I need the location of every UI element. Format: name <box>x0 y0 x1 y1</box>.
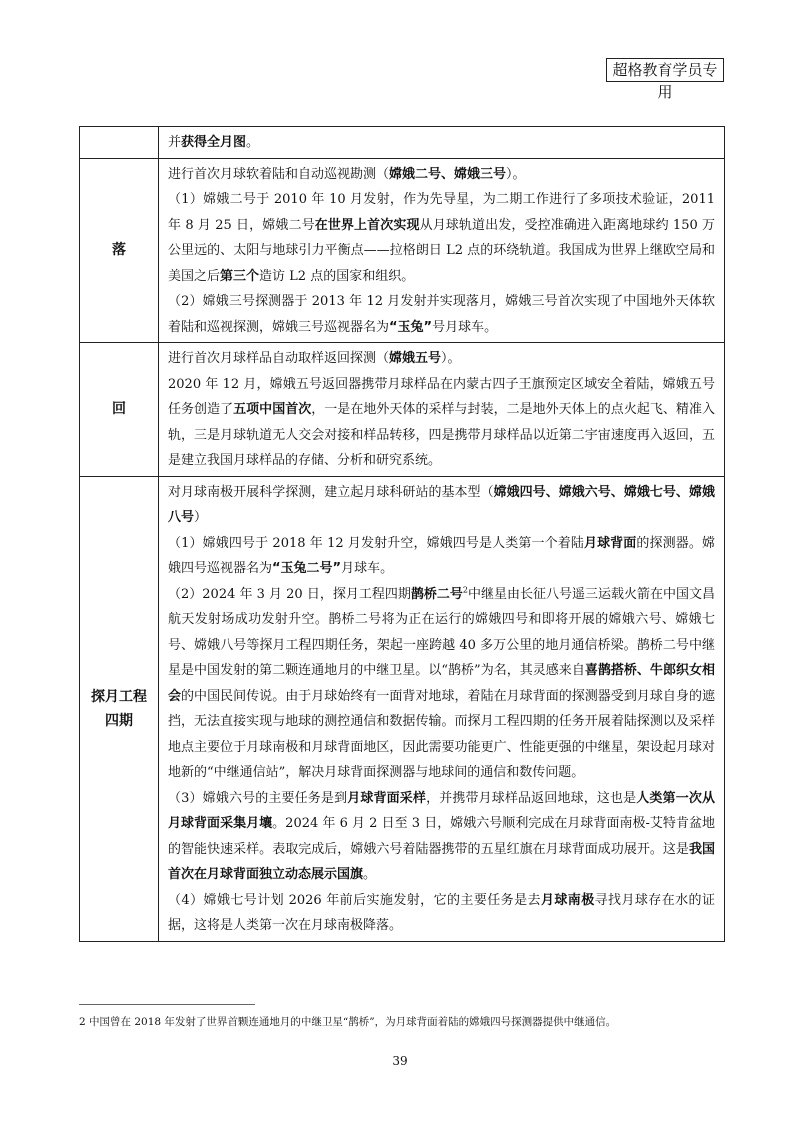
page-number: 39 <box>392 1054 408 1068</box>
body-text: 对月球南极开展科学探测，建立起月球科研站的基本型（ <box>168 484 494 500</box>
emphasis-text: 我国首次在月球背面独立动态展示国旗 <box>168 841 715 882</box>
footnote-marker: 2 <box>462 585 468 595</box>
paragraph <box>168 187 715 289</box>
paragraph <box>168 786 715 888</box>
emphasis-text: 获得全月图 <box>181 135 247 150</box>
body-text: ，一是在地外天体的采样与封装，二是地外天体上的点火起飞、精准入轨，三是月球轨道无人交会对接和样品转移，四是携带月球样品以近第二宇宙速度再入返回，五是建立我国月球样品的存储、分析和研究系统。 <box>168 402 715 468</box>
paragraph <box>168 480 715 531</box>
paragraph <box>168 888 715 939</box>
body-text: 的中国民间传说。由于月球始终有一面背对地球，着陆在月球背面的探测器受到月球自身的遮挡，无法直接实现与地球的测控通信和数据传输。而探月工程四期的任务开展着陆探测以及采样地点主要位于月球南极和月球背面地区，因此需要功能更广、性能更强的中继星，架设起月球对地新的“中继通信站”，解决月球背面探测器与地球间的通信和数传问题。 <box>168 688 715 780</box>
body-text: 。2024 年 6 月 2 日至 3 日，嫦娥六号顺利完成在月球背面南极-艾特肯盆地的智能快速采样。表取完成后，嫦娥六号着陆器携带的五星红旗在月球背面成功展开。这是 <box>168 816 715 857</box>
emphasis-text: 月球背面 <box>583 535 637 551</box>
paragraph <box>168 346 715 372</box>
paragraph <box>168 531 715 582</box>
body-text: ）。 <box>506 166 526 182</box>
body-text: （4）嫦娥七号计划 2026 年前后实施发射，它的主要任务是去 <box>168 892 541 908</box>
emphasis-text: 第三个 <box>220 268 260 284</box>
row-content <box>159 127 725 159</box>
body-text: （2）嫦娥三号探测器于 2013 年 12 月发射并实现落月，嫦娥三号首次实现了中国地外天体软着陆和巡视探测，嫦娥三号巡视器名为 <box>168 294 715 335</box>
emphasis-text: 月球南极 <box>540 892 595 908</box>
row-label: 探月工程 四期 <box>80 476 159 941</box>
row-content <box>159 343 725 477</box>
emphasis-text: 嫦娥二号、嫦娥三号 <box>389 166 507 182</box>
emphasis-text: 鹊桥二号 <box>410 586 463 602</box>
body-text: ）。 <box>441 351 461 366</box>
emphasis-text: “玉兔二号” <box>272 561 342 576</box>
footnote: 2 中国曾在 2018 年发射了世界首颗连通地月的中继卫星“鹊桥”，为月球背面着陆的嫦娥四号探测器提供中继通信。 <box>79 1016 617 1028</box>
body-text: 造访 L2 点的国家和组织。 <box>259 268 415 284</box>
content-table <box>79 126 725 942</box>
body-text: 中继星由长征八号遥三运载火箭在中国文昌航天发射场成功发射升空。鹊桥二号将为正在运行的嫦娥四号和即将开展的嫦娥六号、嫦娥七号、嫦娥八号等探月工程四期任务，架起一座跨越 40 多万公里的地月通信桥梁。鹊桥二号中继星是中国发射的第二颗连通地月的中继卫星。以“鹊桥”为名，其灵感来自 <box>168 586 715 678</box>
body-text: 月球车。 <box>341 561 394 576</box>
body-text: 的探测器。嫦娥四号巡视器名为 <box>168 535 715 576</box>
body-text: 从月球轨道出发，受控准确进入距离地球约 150 万公里远的、太阳与地球引力平衡点——拉格朗日 L2 点的环绕轨道。我国成为世界上继欧空局和美国之后 <box>168 217 715 284</box>
body-text: 进行首次月球软着陆和自动巡视勘测（ <box>168 166 390 182</box>
body-text: 号月球车。 <box>432 319 498 335</box>
emphasis-text: “玉兔” <box>389 319 433 335</box>
paragraph <box>168 130 715 156</box>
paragraph <box>168 372 715 474</box>
body-text: （3）嫦娥六号的主要任务是到 <box>168 790 348 806</box>
emphasis-text: 嫦娥四号、嫦娥六号、嫦娥七号、嫦娥八号 <box>168 484 715 525</box>
body-text: 寻找月球存在水的证据，这将是人类第一次在月球南极降落。 <box>168 892 715 933</box>
table-row <box>80 476 725 941</box>
header-badge: 超格教育学员专用 <box>606 58 724 82</box>
body-text: （1）嫦娥二号于 2010 年 10 月发射，作为先导星，为二期工作进行了多项技术验证，2011 年 8 月 25 日，嫦娥二号 <box>168 192 715 233</box>
row-label <box>80 127 159 159</box>
paragraph <box>168 289 715 340</box>
body-text: 。 <box>363 867 377 882</box>
emphasis-text: 月球背面采样 <box>347 790 427 806</box>
body-text: 进行首次月球样品自动取样返回探测（ <box>168 351 390 366</box>
emphasis-text: 五项中国首次 <box>233 402 312 417</box>
table-row <box>80 343 725 477</box>
body-text: （1）嫦娥四号于 2018 年 12 月发射升空，嫦娥四号是人类第一个着陆 <box>168 535 584 551</box>
body-text: ，并携带月球样品返回地球，这也是 <box>426 790 637 806</box>
table-row <box>80 158 725 343</box>
paragraph <box>168 582 715 786</box>
paragraph <box>168 162 715 188</box>
row-content <box>159 476 725 941</box>
body-text: 2020 年 12 月，嫦娥五号返回器携带月球样品在内蒙古四子王旗预定区域安全着陆，嫦娥五号任务创造了 <box>168 376 715 417</box>
row-label: 回 <box>80 343 159 477</box>
emphasis-text: 人类第一次从月球背面采集月壤 <box>168 790 715 831</box>
emphasis-text: 喜鹊搭桥、牛郎织女相会 <box>168 663 715 704</box>
row-label: 落 <box>80 158 159 343</box>
body-text: ） <box>194 510 208 525</box>
body-text: 并 <box>168 135 182 150</box>
body-text: 。 <box>246 135 260 150</box>
body-text: （2）2024 年 3 月 20 日，探月工程四期 <box>168 586 411 602</box>
table-row <box>80 127 725 159</box>
row-content <box>159 158 725 343</box>
footnote-divider <box>79 1004 255 1005</box>
emphasis-text: 在世界上首次实现 <box>314 217 420 233</box>
emphasis-text: 嫦娥五号 <box>389 351 442 366</box>
